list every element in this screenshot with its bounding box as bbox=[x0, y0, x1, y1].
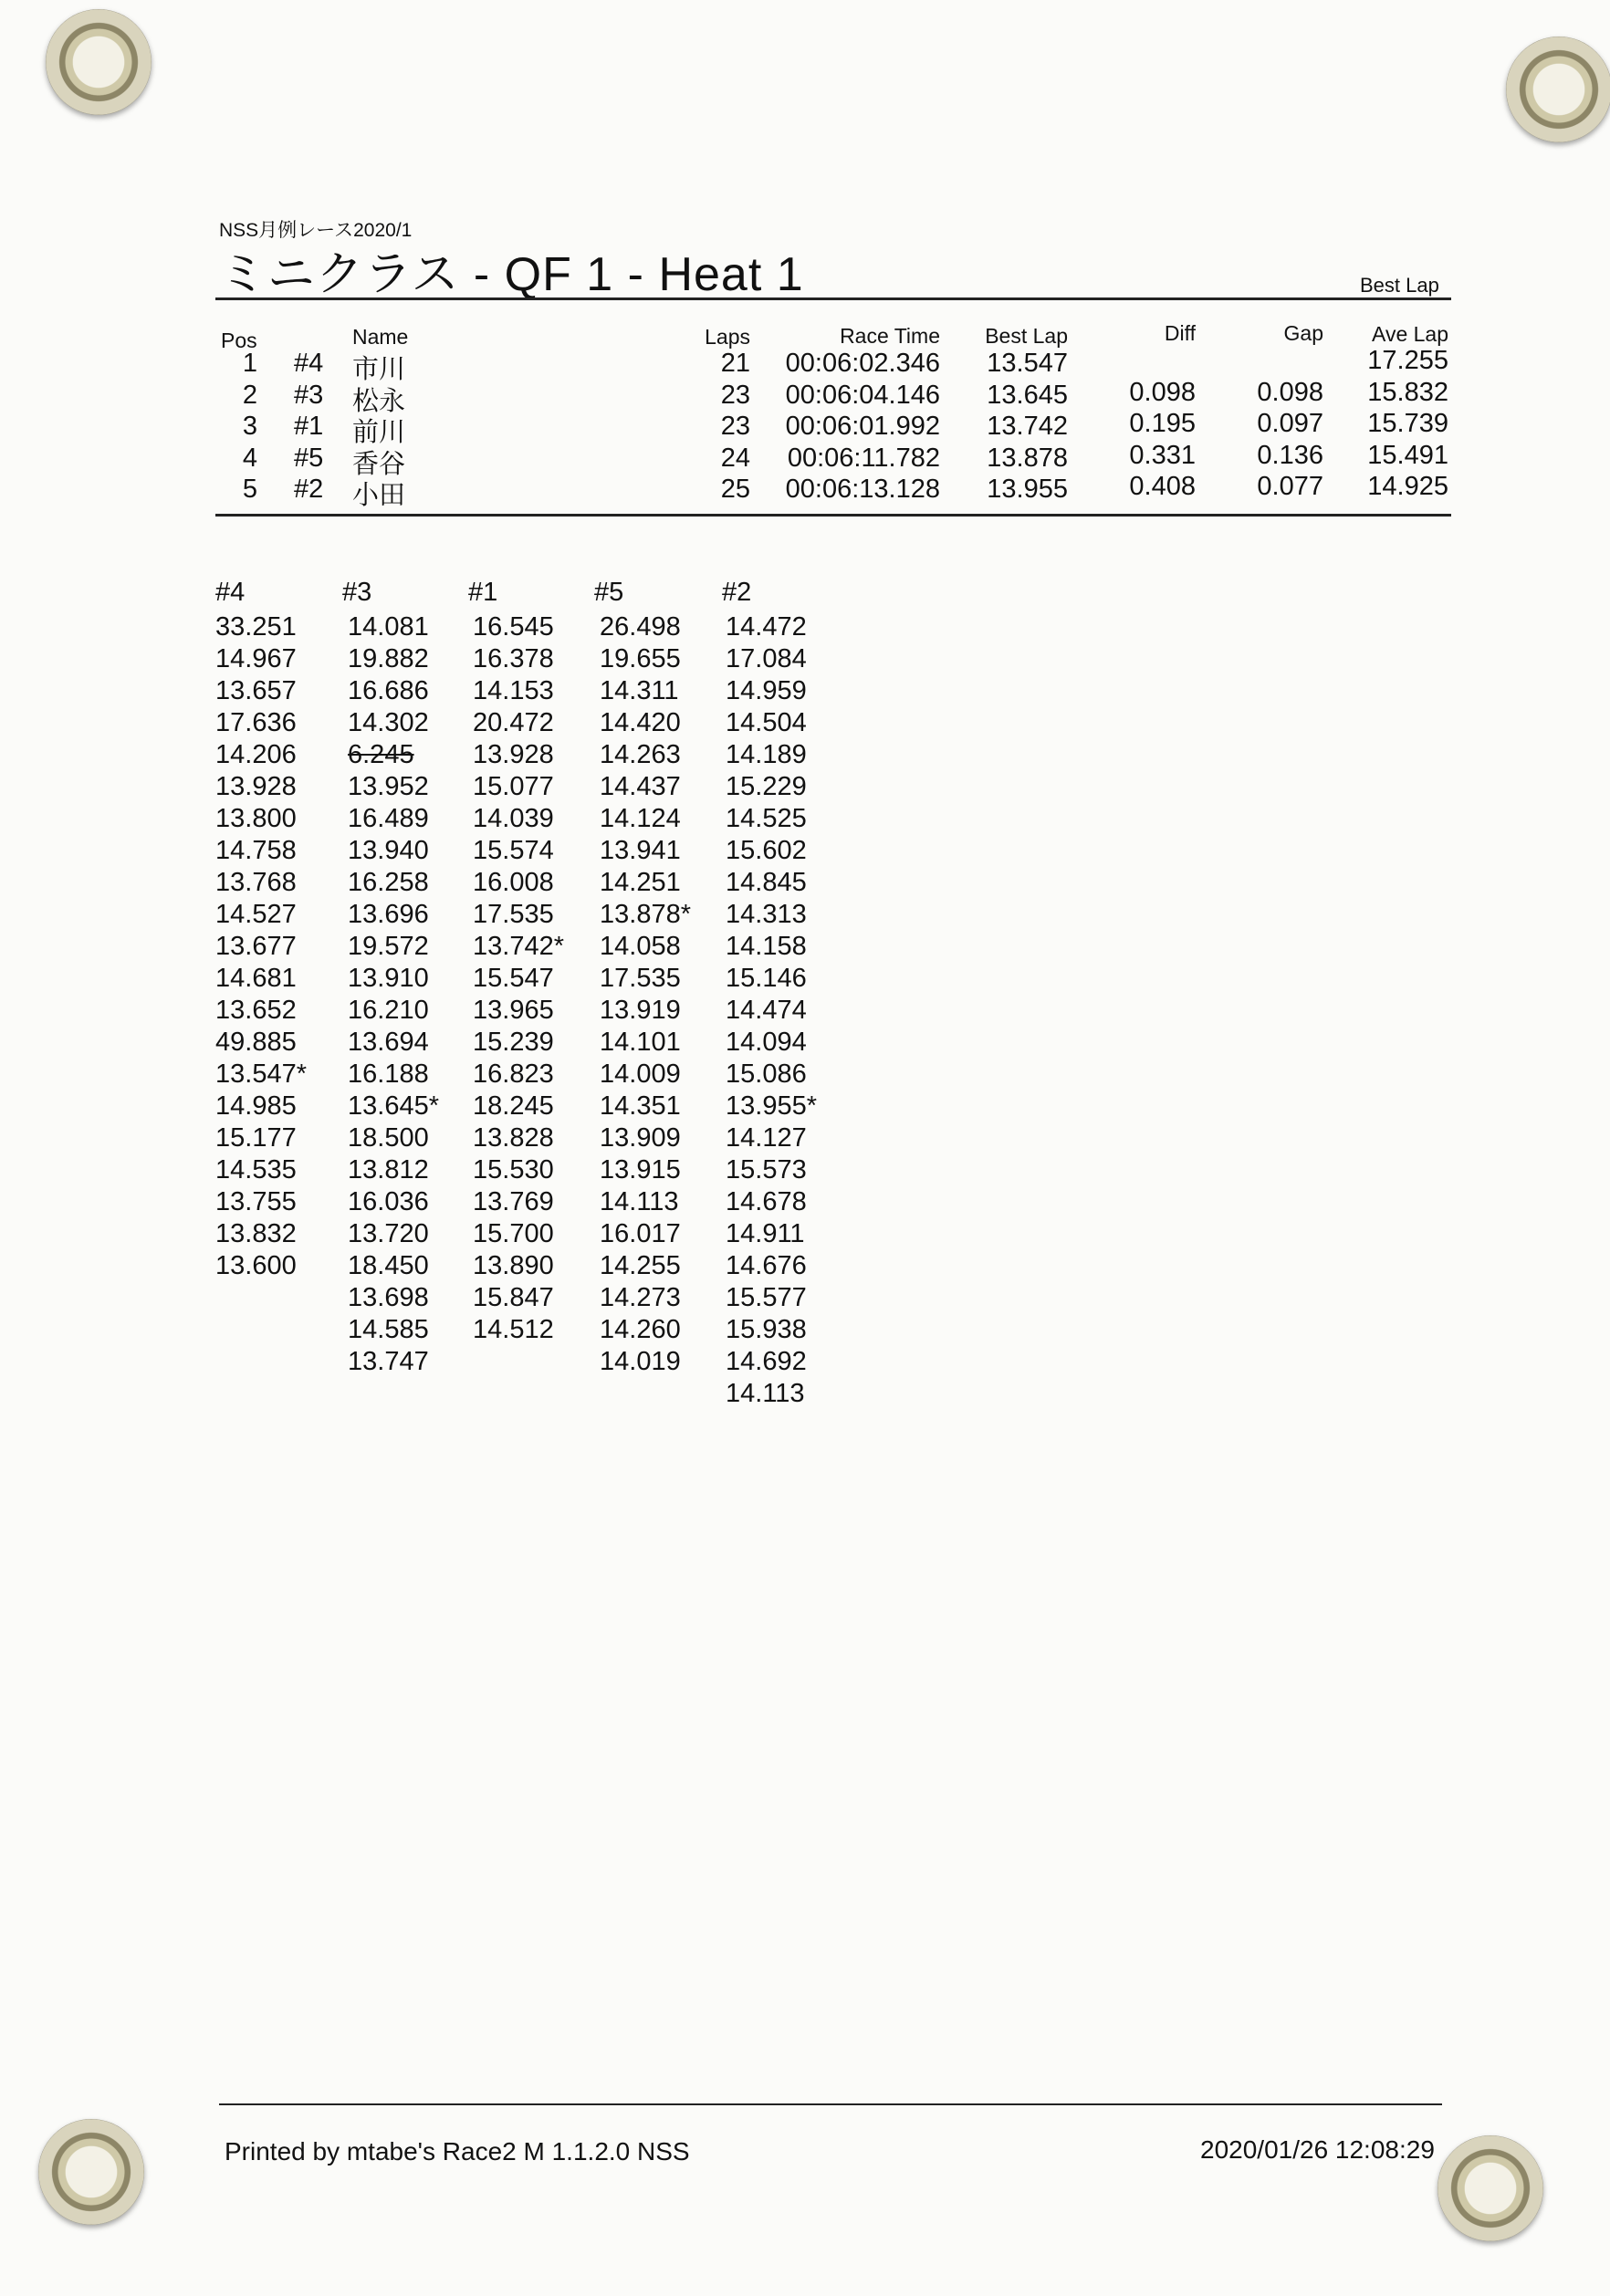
printed-by-label: Printed by mtabe's Race2 M 1.1.2.0 NSS bbox=[225, 2137, 690, 2166]
lap-time: 13.657 bbox=[215, 676, 297, 705]
lap-time: 14.845 bbox=[726, 868, 807, 897]
lap-time: 14.585 bbox=[348, 1315, 429, 1344]
lap-time: 16.008 bbox=[473, 868, 554, 897]
result-car: #1 bbox=[294, 412, 324, 441]
result-best-lap: 13.742 bbox=[987, 412, 1068, 441]
lap-time: 14.420 bbox=[600, 708, 681, 737]
lap-time: 13.910 bbox=[348, 964, 429, 993]
result-ave-lap: 15.739 bbox=[1367, 409, 1448, 438]
result-name: 市川 bbox=[352, 355, 406, 384]
lap-time: 13.694 bbox=[348, 1028, 429, 1057]
lap-column-header: #4 bbox=[215, 578, 246, 607]
lap-time: 16.258 bbox=[348, 868, 429, 897]
lap-time: 15.602 bbox=[726, 836, 807, 865]
result-name: 松永 bbox=[352, 386, 406, 416]
lap-time: 14.009 bbox=[600, 1059, 681, 1089]
page-title: ミニクラス - QF 1 - Heat 1 bbox=[219, 248, 804, 301]
lap-time: 14.525 bbox=[726, 804, 807, 833]
lap-column-header: #1 bbox=[468, 578, 498, 607]
result-race-time: 00:06:11.782 bbox=[787, 443, 940, 473]
lap-time: 13.952 bbox=[348, 772, 429, 801]
lap-time: 13.652 bbox=[215, 996, 297, 1025]
result-name: 小田 bbox=[352, 481, 406, 510]
lap-time: 13.928 bbox=[473, 740, 554, 769]
lap-time: 13.941 bbox=[600, 836, 681, 865]
lap-time: 15.577 bbox=[726, 1283, 807, 1312]
lap-time: 16.823 bbox=[473, 1059, 554, 1089]
lap-time: 14.351 bbox=[600, 1091, 681, 1121]
result-race-time: 00:06:13.128 bbox=[785, 475, 940, 504]
lap-time: 15.146 bbox=[726, 964, 807, 993]
lap-time: 14.959 bbox=[726, 676, 807, 705]
lap-time: 13.812 bbox=[348, 1155, 429, 1185]
lap-time: 14.153 bbox=[473, 676, 554, 705]
result-name: 前川 bbox=[352, 418, 406, 447]
lap-time: 13.742* bbox=[473, 932, 564, 961]
lap-time: 14.158 bbox=[726, 932, 807, 961]
lap-time: 14.189 bbox=[726, 740, 807, 769]
lap-time: 14.967 bbox=[215, 644, 297, 673]
result-laps: 25 bbox=[720, 475, 750, 504]
lap-time: 14.681 bbox=[215, 964, 297, 993]
lap-time: 14.504 bbox=[726, 708, 807, 737]
result-gap: 0.077 bbox=[1257, 472, 1323, 501]
result-car: #2 bbox=[294, 475, 324, 504]
lap-time: 15.077 bbox=[473, 772, 554, 801]
lap-column-header: #2 bbox=[722, 578, 752, 607]
lap-time: 13.768 bbox=[215, 868, 297, 897]
result-pos: 4 bbox=[242, 443, 257, 473]
result-best-lap: 13.547 bbox=[987, 349, 1068, 378]
lap-time: 14.474 bbox=[726, 996, 807, 1025]
lap-time: 17.636 bbox=[215, 708, 297, 737]
lap-time: 14.251 bbox=[600, 868, 681, 897]
result-gap: 0.097 bbox=[1257, 409, 1323, 438]
result-best-lap: 13.955 bbox=[987, 475, 1068, 504]
result-car: #5 bbox=[294, 443, 324, 473]
lap-time: 14.058 bbox=[600, 932, 681, 961]
lap-time: 19.655 bbox=[600, 644, 681, 673]
lap-time: 14.758 bbox=[215, 836, 297, 865]
result-laps: 23 bbox=[720, 412, 750, 441]
lap-time: 13.915 bbox=[600, 1155, 681, 1185]
lap-time: 16.489 bbox=[348, 804, 429, 833]
result-laps: 23 bbox=[720, 380, 750, 410]
lap-time: 16.210 bbox=[348, 996, 429, 1025]
lap-time: 17.535 bbox=[473, 900, 554, 929]
lap-time: 15.229 bbox=[726, 772, 807, 801]
lap-time: 16.378 bbox=[473, 644, 554, 673]
lap-time: 14.260 bbox=[600, 1315, 681, 1344]
lap-time: 19.572 bbox=[348, 932, 429, 961]
lap-time: 17.084 bbox=[726, 644, 807, 673]
lap-time: 14.512 bbox=[473, 1315, 554, 1344]
column-header-best-lap: Best Lap bbox=[985, 324, 1068, 348]
lap-time: 14.313 bbox=[726, 900, 807, 929]
lap-time: 14.302 bbox=[348, 708, 429, 737]
lap-time: 14.472 bbox=[726, 612, 807, 642]
lap-time: 15.547 bbox=[473, 964, 554, 993]
lap-time: 14.535 bbox=[215, 1155, 297, 1185]
lap-time: 13.747 bbox=[348, 1347, 429, 1376]
column-header-race-time: Race Time bbox=[840, 324, 940, 348]
result-diff: 0.195 bbox=[1129, 409, 1196, 438]
lap-time: 18.450 bbox=[348, 1251, 429, 1280]
result-race-time: 00:06:01.992 bbox=[785, 412, 940, 441]
lap-time: 14.311 bbox=[600, 676, 679, 705]
lap-time: 13.909 bbox=[600, 1123, 681, 1153]
lap-time: 13.965 bbox=[473, 996, 554, 1025]
result-gap: 0.098 bbox=[1257, 377, 1323, 407]
lap-time: 15.239 bbox=[473, 1028, 554, 1057]
lap-time: 14.678 bbox=[726, 1187, 807, 1216]
lap-time: 13.919 bbox=[600, 996, 681, 1025]
lap-time: 14.263 bbox=[600, 740, 681, 769]
lap-time: 14.255 bbox=[600, 1251, 681, 1280]
lap-time: 16.188 bbox=[348, 1059, 429, 1089]
lap-time: 14.113 bbox=[726, 1379, 805, 1408]
lap-column-header: #3 bbox=[342, 578, 372, 607]
lap-time: 13.677 bbox=[215, 932, 297, 961]
lap-time: 14.437 bbox=[600, 772, 681, 801]
column-header-ave-lap: Ave Lap bbox=[1372, 322, 1448, 346]
lap-time: 15.700 bbox=[473, 1219, 554, 1248]
footer-divider bbox=[219, 2103, 1442, 2105]
result-race-time: 00:06:02.346 bbox=[785, 349, 940, 378]
lap-time: 13.720 bbox=[348, 1219, 429, 1248]
lap-time: 14.127 bbox=[726, 1123, 807, 1153]
magnet-bottom-left bbox=[38, 2119, 144, 2225]
lap-time: 6.245 bbox=[348, 740, 414, 769]
result-best-lap: 13.645 bbox=[987, 380, 1068, 410]
result-diff: 0.331 bbox=[1129, 440, 1196, 470]
lap-time: 13.940 bbox=[348, 836, 429, 865]
lap-time: 33.251 bbox=[215, 612, 297, 642]
event-name: NSS月例レース2020/1 bbox=[219, 220, 413, 241]
lap-time: 17.535 bbox=[600, 964, 681, 993]
lap-time: 14.019 bbox=[600, 1347, 681, 1376]
lap-time: 13.832 bbox=[215, 1219, 297, 1248]
lap-time: 14.113 bbox=[600, 1187, 679, 1216]
result-car: #3 bbox=[294, 380, 324, 410]
results-divider bbox=[215, 514, 1451, 517]
lap-time: 13.878* bbox=[600, 900, 691, 929]
result-ave-lap: 17.255 bbox=[1367, 346, 1448, 375]
lap-time: 15.177 bbox=[215, 1123, 297, 1153]
lap-time: 13.755 bbox=[215, 1187, 297, 1216]
lap-time: 16.036 bbox=[348, 1187, 429, 1216]
lap-time: 18.500 bbox=[348, 1123, 429, 1153]
lap-time: 18.245 bbox=[473, 1091, 554, 1121]
result-car: #4 bbox=[294, 349, 324, 378]
lap-time: 13.928 bbox=[215, 772, 297, 801]
lap-time: 14.094 bbox=[726, 1028, 807, 1057]
best-lap-corner-label: Best Lap bbox=[1360, 274, 1439, 297]
lap-time: 13.547* bbox=[215, 1059, 307, 1089]
lap-time: 49.885 bbox=[215, 1028, 297, 1057]
lap-time: 13.698 bbox=[348, 1283, 429, 1312]
result-race-time: 00:06:04.146 bbox=[785, 380, 940, 410]
lap-time: 14.692 bbox=[726, 1347, 807, 1376]
column-header-pos: Pos bbox=[221, 329, 257, 352]
lap-time: 20.472 bbox=[473, 708, 554, 737]
lap-time: 15.574 bbox=[473, 836, 554, 865]
lap-time: 15.086 bbox=[726, 1059, 807, 1089]
lap-time: 14.527 bbox=[215, 900, 297, 929]
result-laps: 21 bbox=[720, 349, 750, 378]
lap-time: 15.847 bbox=[473, 1283, 554, 1312]
result-ave-lap: 15.491 bbox=[1367, 440, 1448, 470]
lap-time: 19.882 bbox=[348, 644, 429, 673]
result-diff: 0.098 bbox=[1129, 377, 1196, 407]
lap-time: 14.101 bbox=[600, 1028, 681, 1057]
lap-time: 13.828 bbox=[473, 1123, 554, 1153]
result-laps: 24 bbox=[720, 443, 750, 473]
result-pos: 5 bbox=[242, 475, 257, 504]
lap-time: 13.890 bbox=[473, 1251, 554, 1280]
lap-time: 13.769 bbox=[473, 1187, 554, 1216]
magnet-bottom-right bbox=[1438, 2135, 1543, 2241]
lap-time: 14.911 bbox=[726, 1219, 805, 1248]
header-divider bbox=[215, 297, 1451, 300]
lap-time: 26.498 bbox=[600, 612, 681, 642]
lap-time: 16.686 bbox=[348, 676, 429, 705]
column-header-laps: Laps bbox=[705, 325, 750, 349]
lap-time: 14.039 bbox=[473, 804, 554, 833]
result-diff: 0.408 bbox=[1129, 472, 1196, 501]
lap-time: 15.573 bbox=[726, 1155, 807, 1185]
lap-time: 14.124 bbox=[600, 804, 681, 833]
magnet-top-left bbox=[46, 9, 152, 115]
result-name: 香谷 bbox=[352, 449, 406, 479]
lap-time: 13.696 bbox=[348, 900, 429, 929]
lap-time: 14.985 bbox=[215, 1091, 297, 1121]
result-pos: 3 bbox=[242, 412, 257, 441]
result-pos: 2 bbox=[242, 380, 257, 410]
lap-time: 14.081 bbox=[348, 612, 429, 642]
result-best-lap: 13.878 bbox=[987, 443, 1068, 473]
result-ave-lap: 15.832 bbox=[1367, 377, 1448, 407]
column-header-diff: Diff bbox=[1164, 321, 1196, 345]
print-timestamp: 2020/01/26 12:08:29 bbox=[1200, 2135, 1435, 2164]
lap-time: 15.530 bbox=[473, 1155, 554, 1185]
lap-time: 13.955* bbox=[726, 1091, 817, 1121]
column-header-gap: Gap bbox=[1283, 321, 1323, 345]
lap-time: 13.600 bbox=[215, 1251, 297, 1280]
result-pos: 1 bbox=[242, 349, 257, 378]
result-ave-lap: 14.925 bbox=[1367, 472, 1448, 501]
lap-time: 15.938 bbox=[726, 1315, 807, 1344]
lap-column-header: #5 bbox=[594, 578, 624, 607]
result-gap: 0.136 bbox=[1257, 440, 1323, 470]
lap-time: 14.676 bbox=[726, 1251, 807, 1280]
lap-time: 16.017 bbox=[600, 1219, 681, 1248]
magnet-top-right bbox=[1506, 37, 1610, 142]
lap-time: 16.545 bbox=[473, 612, 554, 642]
lap-time: 14.206 bbox=[215, 740, 297, 769]
column-header-name: Name bbox=[352, 325, 409, 349]
lap-time: 13.645* bbox=[348, 1091, 439, 1121]
lap-time: 14.273 bbox=[600, 1283, 681, 1312]
lap-time: 13.800 bbox=[215, 804, 297, 833]
